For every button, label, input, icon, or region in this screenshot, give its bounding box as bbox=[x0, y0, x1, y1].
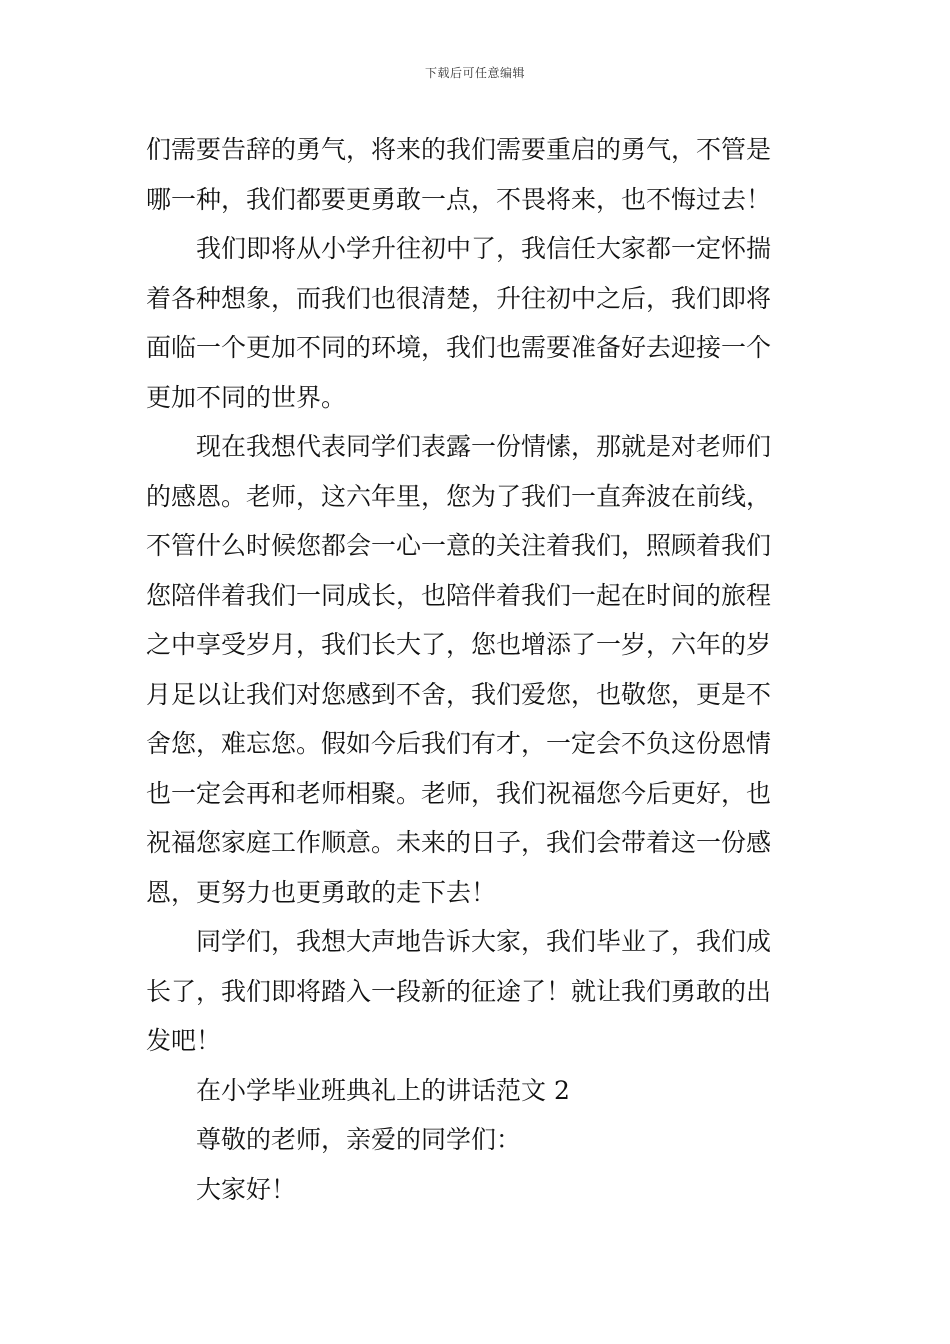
text-line: 的感恩。老师，这六年里，您为了我们一直奔波在前线， bbox=[146, 481, 772, 511]
text-line: 月足以让我们对您感到不舍，我们爱您，也敬您，更是不 bbox=[146, 679, 772, 709]
text-line: 长了，我们即将踏入一段新的征途了！就让我们勇敢的出 bbox=[146, 976, 772, 1006]
text-line: 我们即将从小学升往初中了，我信任大家都一定怀揣 bbox=[196, 234, 772, 263]
text-line: 也一定会再和老师相聚。老师，我们祝福您今后更好，也 bbox=[146, 778, 772, 808]
text-line: 哪一种，我们都要更勇敢一点，不畏将来，也不悔过去！ bbox=[146, 184, 772, 214]
text-line: 大家好！ bbox=[196, 1174, 297, 1204]
document-body bbox=[146, 125, 806, 1214]
text-line: 不管什么时候您都会一心一意的关注着我们，照顾着我们 bbox=[146, 531, 772, 560]
text-line: 舍您，难忘您。假如今后我们有才，一定会不负这份恩情 bbox=[146, 729, 772, 758]
text-line: 祝福您家庭工作顺意。未来的日子，我们会带着这一份感 bbox=[146, 828, 772, 857]
text-line: 更加不同的世界。 bbox=[146, 382, 347, 412]
text-line: 您陪伴着我们一同成长，也陪伴着我们一起在时间的旅程 bbox=[146, 580, 772, 610]
text-line: 发吧！ bbox=[146, 1026, 222, 1055]
text-line: 们需要告辞的勇气，将来的我们需要重启的勇气，不管是 bbox=[146, 135, 772, 164]
text-line: 恩，更努力也更勇敢的走下去！ bbox=[146, 877, 497, 907]
text-line: 面临一个更加不同的环境，我们也需要准备好去迎接一个 bbox=[146, 333, 772, 362]
text-line: 尊敬的老师，亲爱的同学们： bbox=[196, 1125, 522, 1154]
text-line: 同学们，我想大声地告诉大家，我们毕业了，我们成 bbox=[196, 927, 772, 956]
text-line: 现在我想代表同学们表露一份情愫，那就是对老师们 bbox=[196, 432, 772, 461]
text-line: 在小学毕业班典礼上的讲话范文 2 bbox=[196, 1075, 570, 1105]
text-line: 之中享受岁月，我们长大了，您也增添了一岁，六年的岁 bbox=[146, 630, 772, 659]
page-header: 下载后可任意编辑 bbox=[424, 66, 525, 80]
text-line: 着各种想象，而我们也很清楚，升往初中之后，我们即将 bbox=[146, 283, 772, 313]
